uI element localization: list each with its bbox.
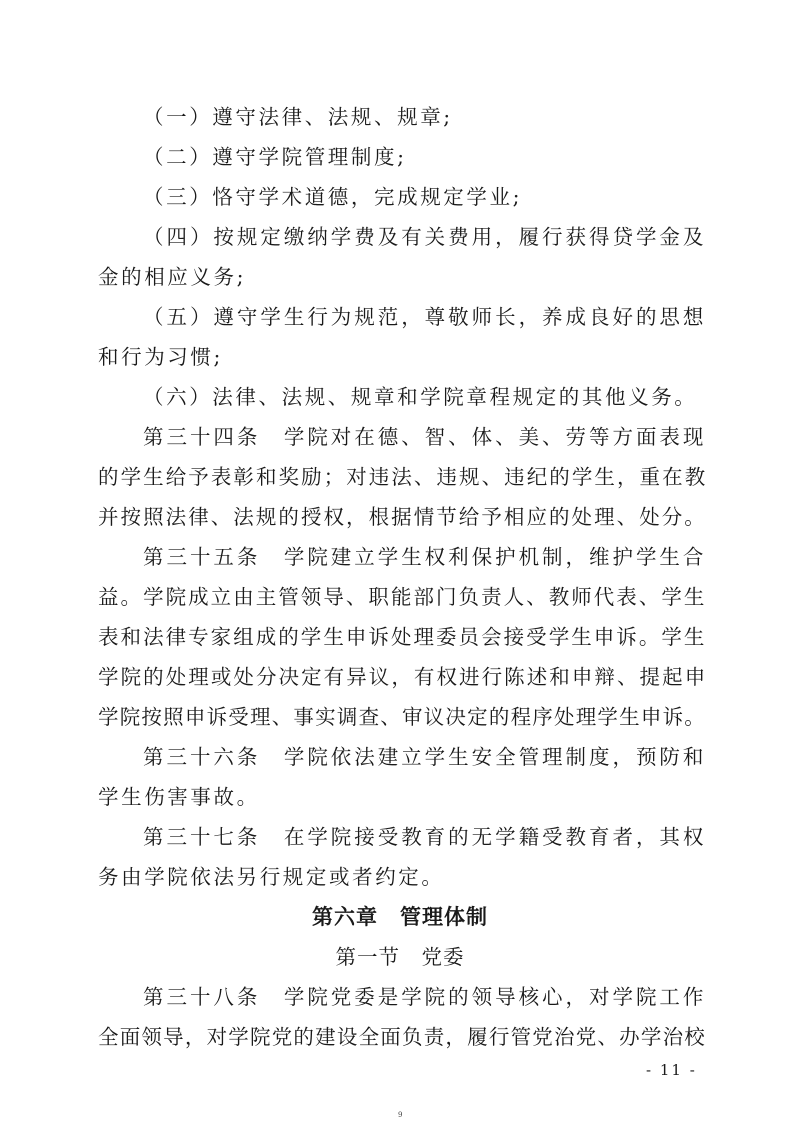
article-38-line-2: 全面领导，对学院党的建设全面负责，履行管党治党、办学治校 xyxy=(98,1025,706,1049)
section-title: 第一节 党委 xyxy=(335,945,465,969)
article-34-line-1: 第三十四条 学院对在德、智、体、美、劳等方面表现 xyxy=(143,425,706,449)
article-35-line-4: 学院的处理或处分决定有异议，有权进行陈述和申辩、提起申 xyxy=(98,665,706,689)
text-line-2: （二）遵守学院管理制度; xyxy=(143,145,407,169)
article-35-line-5: 学院按照申诉受理、事实调查、审议决定的程序处理学生申诉。 xyxy=(98,705,706,729)
article-37-line-2: 务由学院依法另行规定或者约定。 xyxy=(98,865,445,889)
text-line-3: （三）恪守学术道德，完成规定学业; xyxy=(143,185,523,209)
text-line-6: （五）遵守学生行为规范，尊敬师长，养成良好的思想 xyxy=(143,305,706,329)
chapter-title: 第六章 管理体制 xyxy=(312,905,488,929)
scan-page-mark: 9 xyxy=(398,1111,403,1119)
article-38-line-1: 第三十八条 学院党委是学院的领导核心，对学院工作 xyxy=(143,985,706,1009)
page-number: - 11 - xyxy=(646,1061,697,1079)
article-36-line-1: 第三十六条 学院依法建立学生安全管理制度，预防和 xyxy=(143,745,706,769)
text-line-8: （六）法律、法规、规章和学院章程规定的其他义务。 xyxy=(143,385,698,409)
article-35-line-2: 益。学院成立由主管领导、职能部门负责人、教师代表、学生 xyxy=(98,585,706,609)
text-line-5: 金的相应义务; xyxy=(98,265,247,289)
article-37-line-1: 第三十七条 在学院接受教育的无学籍受教育者，其权 xyxy=(143,825,706,849)
article-34-line-3: 并按照法律、法规的授权，根据情节给予相应的处理、处分。 xyxy=(98,505,706,529)
article-35-line-1: 第三十五条 学院建立学生权利保护机制，维护学生合 xyxy=(143,545,706,569)
article-35-line-3: 表和法律专家组成的学生申诉处理委员会接受学生申诉。学生 xyxy=(98,625,706,649)
text-line-1: （一）遵守法律、法规、规章; xyxy=(143,105,453,129)
text-line-7: 和行为习惯; xyxy=(98,345,224,369)
article-34-line-2: 的学生给予表彰和奖励；对违法、违规、违纪的学生，重在教 xyxy=(98,465,706,489)
article-36-line-2: 学生伤害事故。 xyxy=(98,785,260,809)
text-line-4: （四）按规定缴纳学费及有关费用，履行获得贷学金及 xyxy=(143,225,706,249)
